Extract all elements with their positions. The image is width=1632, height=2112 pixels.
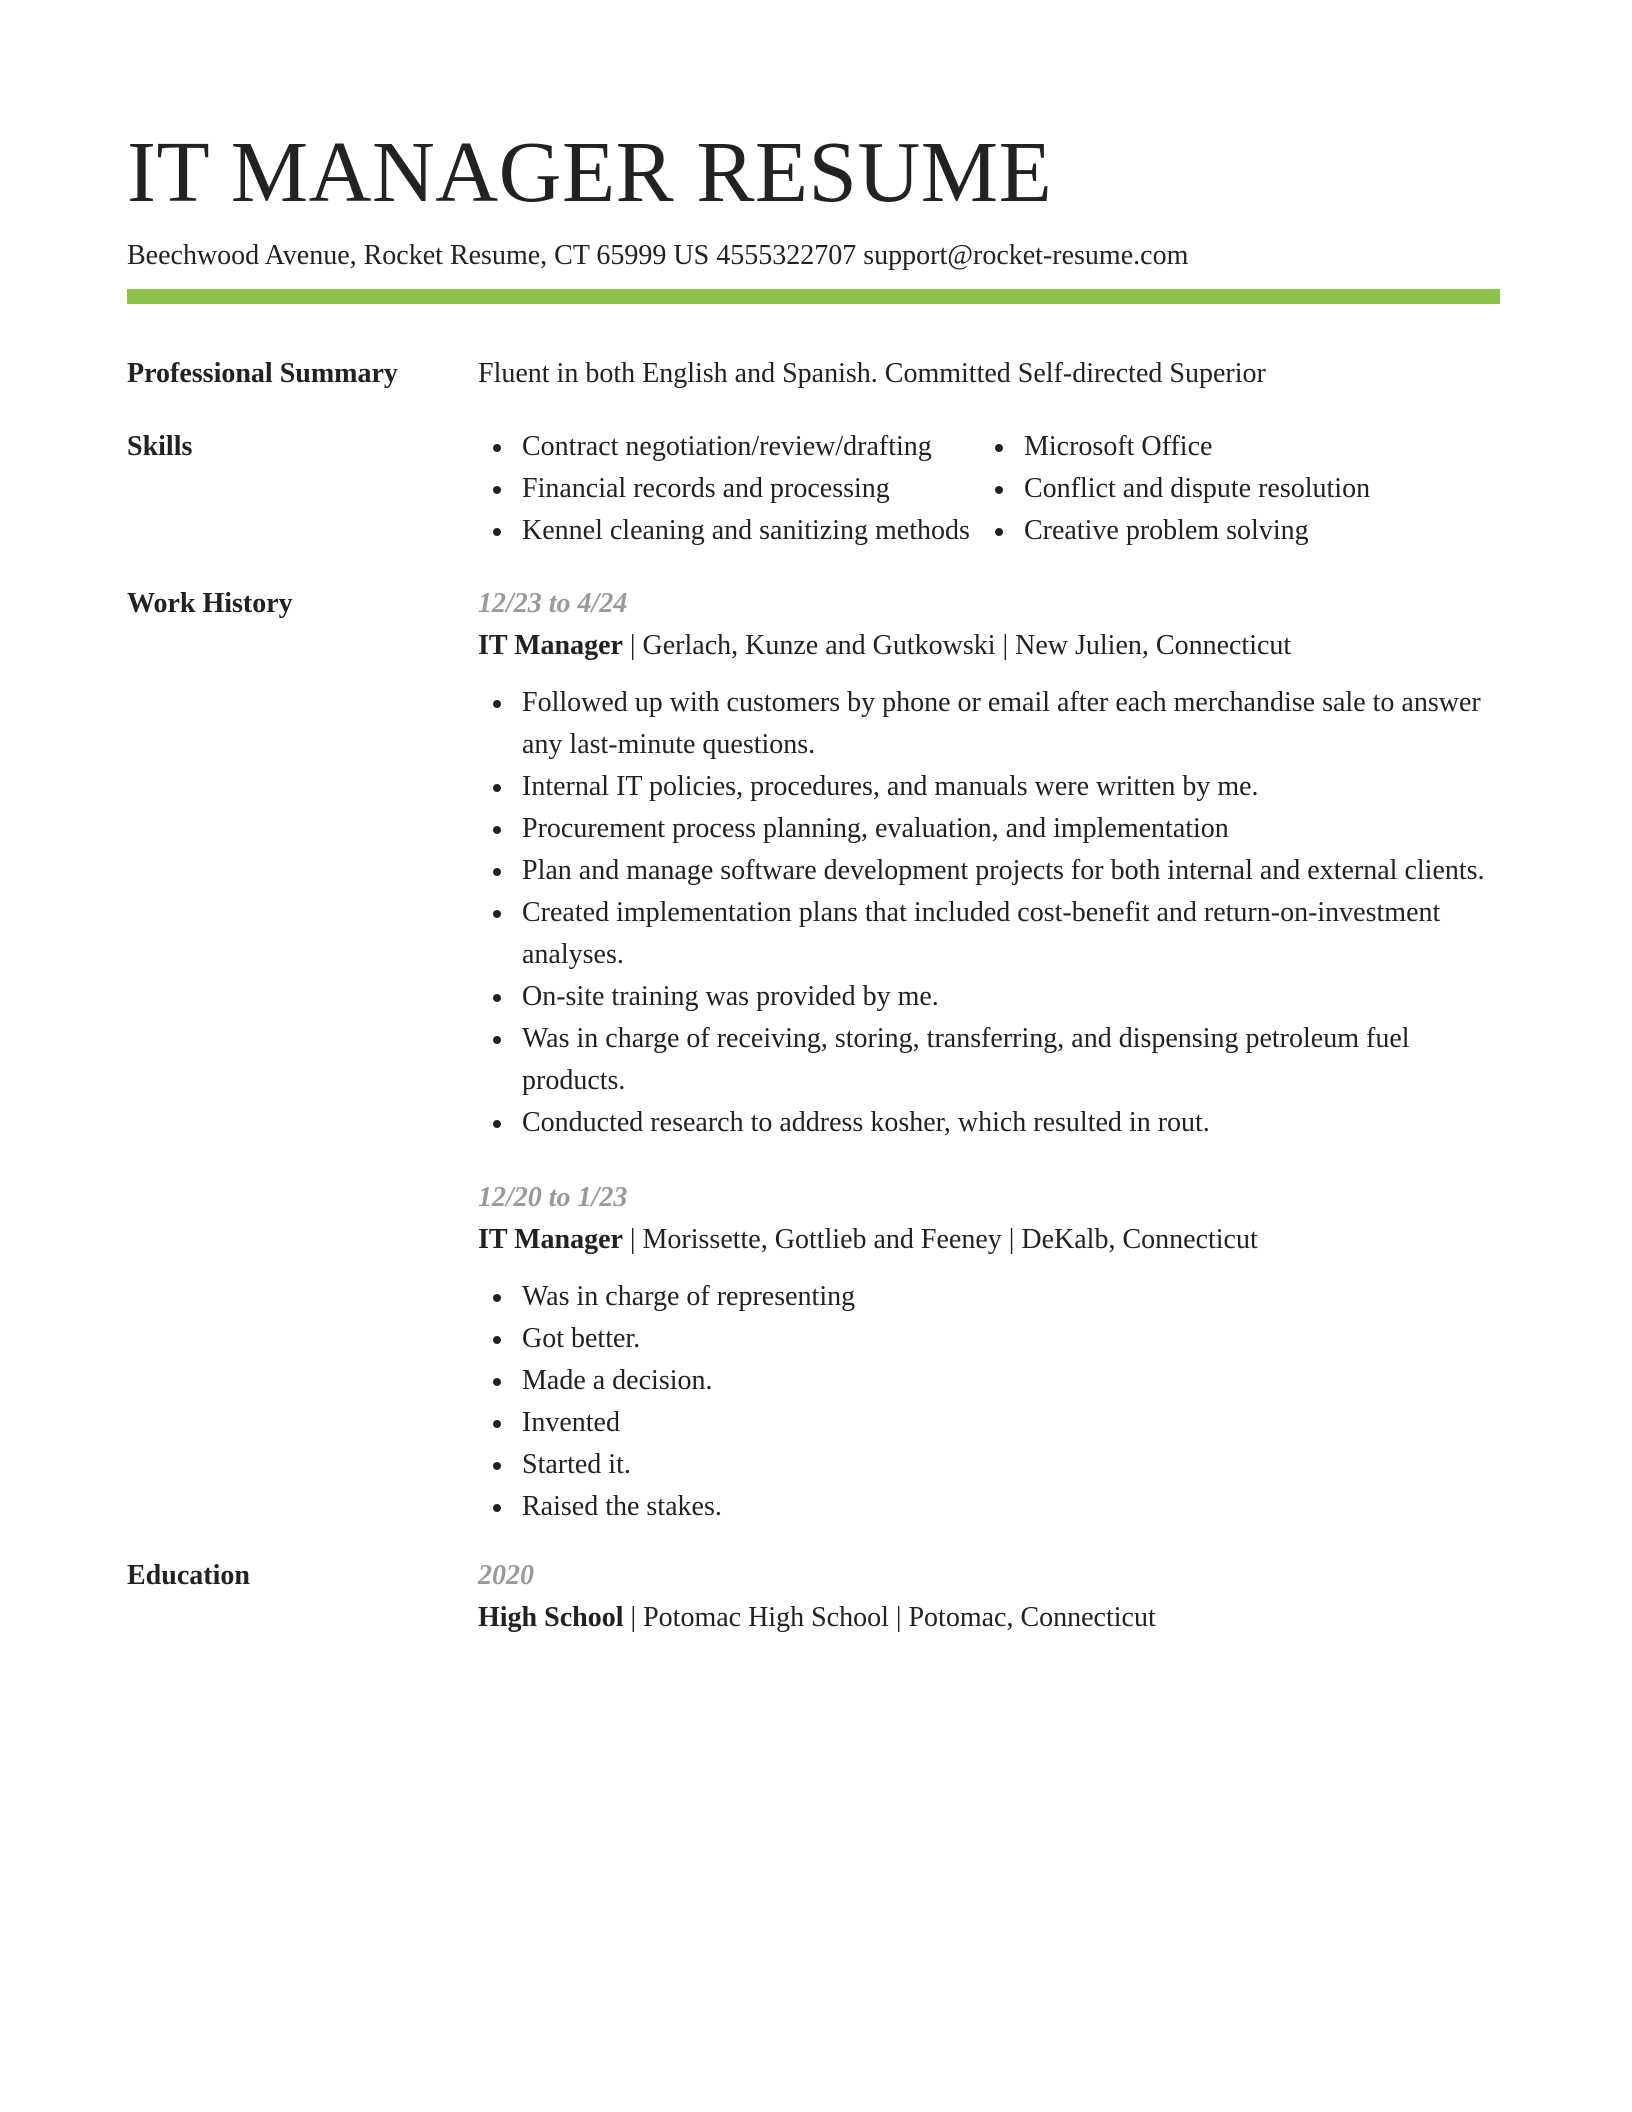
contact-info: Beechwood Avenue, Rocket Resume, CT 65999 US 4555322707 support@rocket-resume.com: [127, 240, 1189, 271]
work-history-section: [127, 583, 1500, 1528]
accent-rule: [127, 289, 1500, 304]
job-bullet: Internal IT policies, procedures, and manuals were written by me.: [478, 766, 1502, 808]
skills-column: [980, 426, 1460, 552]
job-bullet: Started it.: [478, 1444, 1502, 1486]
job-bullet: Plan and manage software development projects for both internal and external clients.: [478, 850, 1502, 892]
section-label: Education: [127, 1560, 250, 1591]
job-title: IT Manager: [478, 1224, 623, 1255]
skill-item: Creative problem solving: [980, 510, 1460, 552]
professional-summary-section: [127, 353, 1500, 395]
job-bullet: Was in charge of representing: [478, 1276, 1502, 1318]
skills-section: [127, 426, 1500, 552]
job-bullet: Conducted research to address kosher, which resulted in rout.: [478, 1102, 1502, 1144]
education-line: [478, 1597, 1500, 1639]
skill-item: Contract negotiation/review/drafting: [478, 426, 980, 468]
job-bullet: Created implementation plans that included cost-benefit and return-on-investment analyses.: [478, 892, 1502, 976]
skill-item: Conflict and dispute resolution: [980, 468, 1460, 510]
skill-item: Kennel cleaning and sanitizing methods: [478, 510, 980, 552]
skill-item: Microsoft Office: [980, 426, 1460, 468]
skills-column: [478, 426, 980, 552]
education-degree: High School: [478, 1602, 624, 1633]
section-label: Work History: [127, 588, 293, 619]
job-entry: [478, 583, 1502, 1144]
job-bullet: Raised the stakes.: [478, 1486, 1502, 1528]
job-employer: | Gerlach, Kunze and Gutkowski | New Julien, Connecticut: [622, 630, 1292, 661]
job-dates: 12/23 to 4/24: [478, 588, 628, 619]
skill-item: Financial records and processing: [478, 468, 980, 510]
section-label: Skills: [127, 431, 193, 462]
job-bullet: Got better.: [478, 1318, 1502, 1360]
section-label: Professional Summary: [127, 358, 398, 389]
resume-page: [127, 118, 1500, 1639]
job-bullets: [478, 682, 1502, 1144]
summary-text: Fluent in both English and Spanish. Committed Self-directed Superior: [478, 358, 1266, 389]
job-bullet: Invented: [478, 1402, 1502, 1444]
education-year: 2020: [478, 1560, 534, 1591]
job-bullets: [478, 1276, 1502, 1528]
job-entry: [478, 1177, 1502, 1528]
skills-grid: [478, 426, 1500, 552]
job-title: IT Manager: [478, 630, 623, 661]
job-bullet: Followed up with customers by phone or email after each merchandise sale to answer any last-minute questions.: [478, 682, 1502, 766]
job-role-line: [478, 625, 1502, 667]
job-role-line: [478, 1219, 1502, 1261]
education-school: | Potomac High School | Potomac, Connecticut: [623, 1602, 1156, 1633]
education-section: [127, 1555, 1500, 1639]
job-bullet: Was in charge of receiving, storing, transferring, and dispensing petroleum fuel products.: [478, 1018, 1502, 1102]
job-employer: | Morissette, Gottlieb and Feeney | DeKalb, Connecticut: [622, 1224, 1258, 1255]
job-bullet: On-site training was provided by me.: [478, 976, 1502, 1018]
job-bullet: Made a decision.: [478, 1360, 1502, 1402]
job-dates: 12/20 to 1/23: [478, 1182, 628, 1213]
resume-title: IT MANAGER RESUME: [127, 123, 1053, 220]
job-bullet: Procurement process planning, evaluation, and implementation: [478, 808, 1502, 850]
